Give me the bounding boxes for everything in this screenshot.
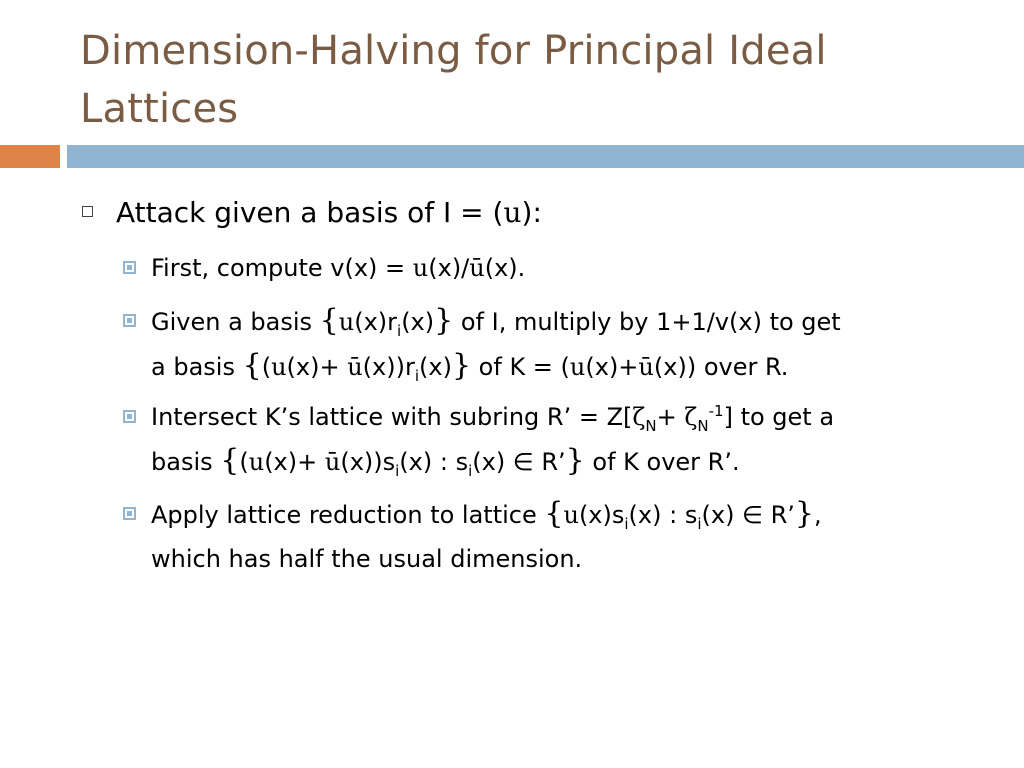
title-line-1: Dimension-Halving for Principal Ideal (80, 28, 827, 74)
sub-bullet-compute: First, compute v(x) = u(x)/ū(x). (151, 254, 526, 282)
title-line-2: Lattices (80, 86, 239, 132)
sub-bullet-reduction: Apply lattice reduction to lattice {$u(x)s_i(x)$ : $s_i(x)$ ∈ R’}, which has half the usual dimension. (151, 496, 822, 573)
filled-square-bullet-icon (123, 261, 136, 274)
square-bullet-icon (82, 206, 93, 217)
accent-bar-orange (0, 145, 60, 168)
sub-bullet-multiply: Given a basis $\{u(x)r_i(x)\}$ of I, multiply by 1+1/v(x) to get a basis $\{(u(x)+ ū(x))r_i(x)\}$ of K = (u(x)+ū(x)) over R. (151, 303, 841, 385)
filled-square-bullet-icon (123, 507, 136, 520)
accent-bar-blue (67, 145, 1024, 168)
sub-bullet-intersect: Intersect K’s lattice with subring R’ = $Z[\zeta_N+ \zeta_N^{-1}]$ to get a basis {$(u(x)+ ū(x))s_i(x)$ : $s_i(x)$ ∈ R’} of K over R’. (151, 402, 835, 480)
filled-square-bullet-icon (123, 314, 136, 327)
bullet-attack: Attack given a basis of I = (u): (116, 196, 542, 229)
slide-title (80, 22, 980, 138)
filled-square-bullet-icon (123, 410, 136, 423)
